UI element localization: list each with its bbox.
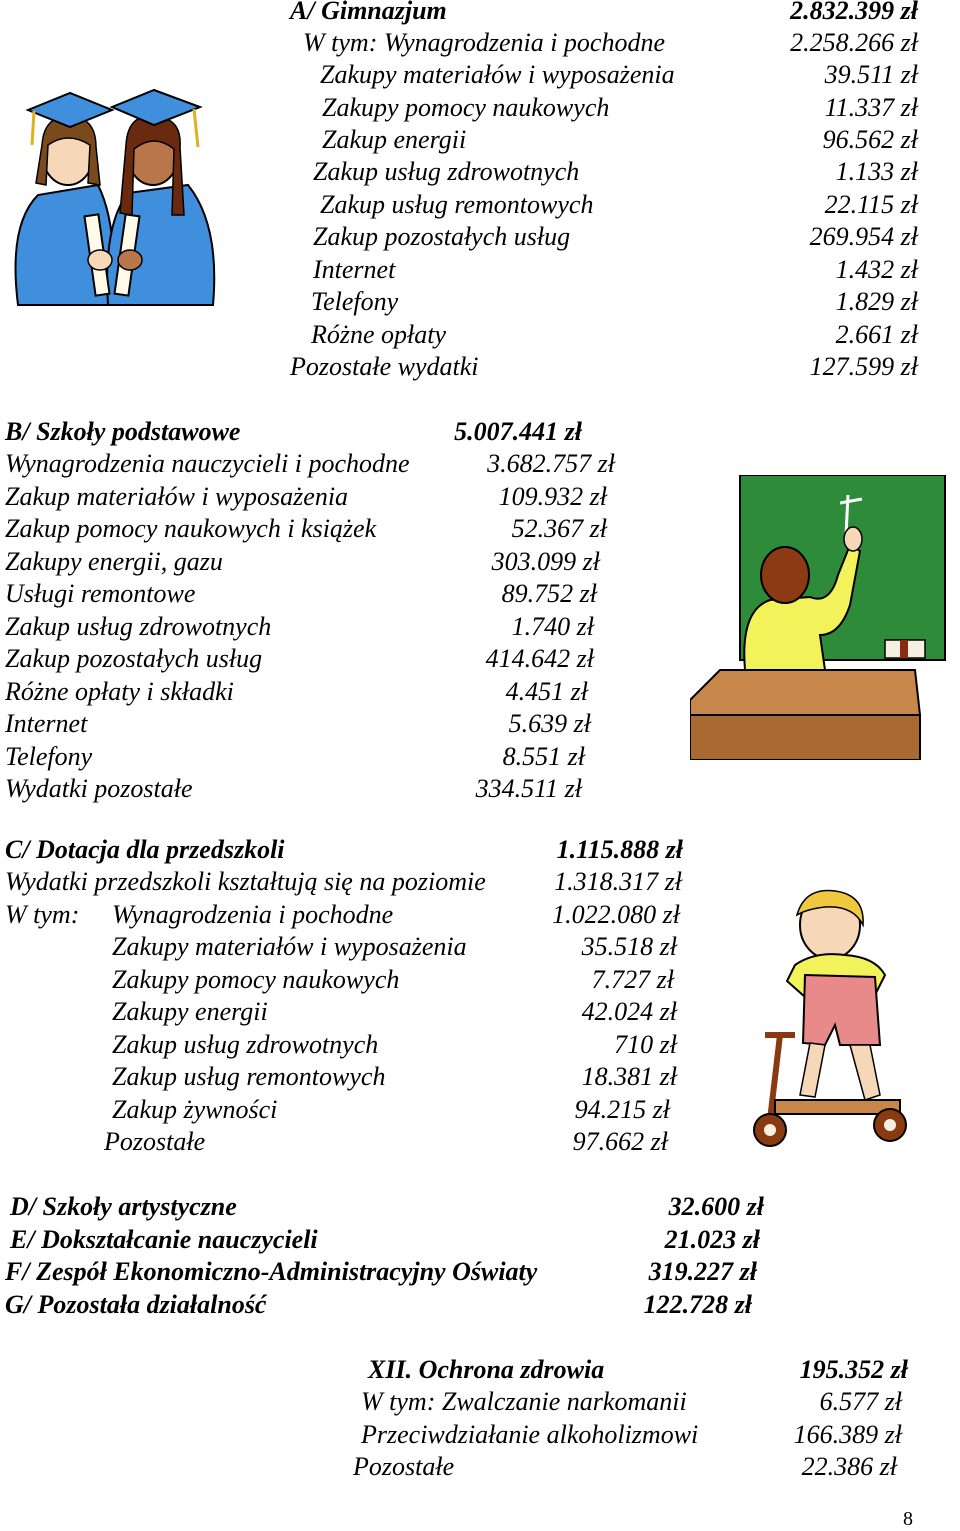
section-c-item-label: Zakup usług zdrowotnych	[112, 1030, 379, 1059]
section-c-item-value: 42.024 zł	[581, 997, 677, 1026]
section-xii-item-label: W tym: Zwalczanie narkomanii	[361, 1387, 687, 1416]
section-b-total: 5.007.441 zł	[454, 417, 582, 446]
section-b-title: B/ Szkoły podstawowe	[5, 417, 241, 446]
section-c-item-label: Pozostałe	[104, 1127, 206, 1156]
section-xii-item-label: Pozostałe	[353, 1452, 455, 1481]
section-xii-item-value: 6.577 zł	[819, 1387, 902, 1416]
section-a-item-value: 96.562 zł	[822, 125, 918, 154]
section-a-item-value: 39.511 zł	[824, 60, 918, 89]
section-a-title: A/ Gimnazjum	[290, 0, 447, 25]
section-b-item-label: Wydatki pozostałe	[5, 774, 193, 803]
section-c-item-value: 35.518 zł	[581, 932, 677, 961]
section-a-item-label: Zakupy materiałów i wyposażenia	[320, 60, 675, 89]
section-b-item-value: 303.099 zł	[491, 547, 600, 576]
section-xii-item-value: 166.389 zł	[793, 1420, 902, 1449]
section-a-item-value: 2.258.266 zł	[790, 28, 918, 57]
section-c-wtym: W tym:	[5, 900, 80, 929]
section-xii-title: XII. Ochrona zdrowia	[368, 1355, 605, 1384]
section-c-item-label: Zakupy materiałów i wyposażenia	[112, 932, 467, 961]
section-b-item-value: 414.642 zł	[485, 644, 594, 673]
section-a-item-value: 2.661 zł	[835, 320, 918, 349]
section-b-item-label: Zakup pomocy naukowych i książek	[5, 514, 377, 543]
section-xii-total: 195.352 zł	[799, 1355, 908, 1384]
section-b-item-label: Zakupy energii, gazu	[5, 547, 223, 576]
section-e-value: 21.023 zł	[664, 1225, 760, 1254]
section-b-item-label: Zakup pozostałych usług	[5, 644, 263, 673]
section-a-item-label: W tym: Wynagrodzenia i pochodne	[303, 28, 666, 57]
section-xii-item-label: Przeciwdziałanie alkoholizmowi	[361, 1420, 699, 1449]
section-b-item-value: 3.682.757 zł	[487, 449, 615, 478]
section-b-item-value: 52.367 zł	[511, 514, 607, 543]
section-f-title: F/ Zespół Ekonomiczno-Administracyjny Oświaty	[5, 1257, 538, 1286]
section-b-item-value: 4.451 zł	[505, 677, 588, 706]
section-c-total: 1.115.888 zł	[556, 835, 683, 864]
section-b-item-value: 89.752 zł	[501, 579, 597, 608]
section-c-item-label: Zakup usług remontowych	[112, 1062, 386, 1091]
section-e-title: E/ Dokształcanie nauczycieli	[10, 1225, 318, 1254]
section-c-item-value: 18.381 zł	[581, 1062, 677, 1091]
section-a-item-value: 1.133 zł	[835, 157, 918, 186]
section-d-value: 32.600 zł	[668, 1192, 764, 1221]
section-a-item-label: Zakupy pomocy naukowych	[322, 93, 610, 122]
section-b-item-label: Zakup usług zdrowotnych	[5, 612, 272, 641]
section-b-item-value: 5.639 zł	[508, 709, 591, 738]
section-b-item-label: Internet	[5, 709, 88, 738]
section-b-item-label: Telefony	[5, 742, 93, 771]
section-a-item-value: 1.432 zł	[835, 255, 918, 284]
section-a-item-value: 22.115 zł	[824, 190, 918, 219]
section-c-item-value: 710 zł	[614, 1030, 677, 1059]
section-a-item-label: Zakup usług zdrowotnych	[313, 157, 580, 186]
section-a-item-label: Internet	[313, 255, 396, 284]
page-number: 8	[903, 1508, 913, 1530]
section-a-item-label: Zakup pozostałych usług	[313, 222, 571, 251]
section-g-title: G/ Pozostała działalność	[5, 1290, 267, 1319]
section-c-summary-label: Wydatki przedszkoli kształtują się na poziomie	[5, 867, 486, 896]
section-b-item-label: Zakup materiałów i wyposażenia	[5, 482, 349, 511]
section-a-total: 2.832.399 zł	[790, 0, 918, 25]
section-c-item-value: 1.022.080 zł	[552, 900, 680, 929]
section-c-item-value: 94.215 zł	[574, 1095, 670, 1124]
section-c-item-value: 7.727 zł	[591, 965, 674, 994]
teacher-chalkboard-clipart	[690, 475, 950, 760]
section-d-title: D/ Szkoły artystyczne	[10, 1192, 237, 1221]
section-xii-item-value: 22.386 zł	[801, 1452, 897, 1481]
section-a-item-value: 127.599 zł	[809, 352, 918, 381]
section-a-item-value: 1.829 zł	[835, 287, 918, 316]
section-c-summary-value: 1.318.317 zł	[554, 867, 682, 896]
section-a-item-label: Zakup energii	[322, 125, 467, 154]
section-b-item-value: 109.932 zł	[498, 482, 607, 511]
section-b-item-value: 1.740 zł	[511, 612, 594, 641]
section-b-item-label: Wynagrodzenia nauczycieli i pochodne	[5, 449, 410, 478]
section-a-item-value: 269.954 zł	[809, 222, 918, 251]
section-a-item-label: Zakup usług remontowych	[320, 190, 594, 219]
section-g-value: 122.728 zł	[643, 1290, 752, 1319]
graduates-clipart	[8, 75, 223, 320]
section-a-item-value: 11.337 zł	[824, 93, 918, 122]
section-b-item-value: 8.551 zł	[502, 742, 585, 771]
child-scooter-clipart	[725, 885, 945, 1160]
section-c-item-label: Zakupy energii	[112, 997, 268, 1026]
section-c-title: C/ Dotacja dla przedszkoli	[5, 835, 285, 864]
section-c-item-label: Zakupy pomocy naukowych	[112, 965, 400, 994]
section-a-item-label: Pozostałe wydatki	[290, 352, 479, 381]
section-c-item-label: Zakup żywności	[112, 1095, 278, 1124]
section-c-item-label: Wynagrodzenia i pochodne	[112, 900, 394, 929]
section-b-item-label: Różne opłaty i składki	[5, 677, 234, 706]
section-f-value: 319.227 zł	[648, 1257, 757, 1286]
section-a-item-label: Telefony	[311, 287, 399, 316]
section-c-item-value: 97.662 zł	[572, 1127, 668, 1156]
section-a-item-label: Różne opłaty	[311, 320, 447, 349]
section-b-item-value: 334.511 zł	[475, 774, 582, 803]
section-b-item-label: Usługi remontowe	[5, 579, 196, 608]
